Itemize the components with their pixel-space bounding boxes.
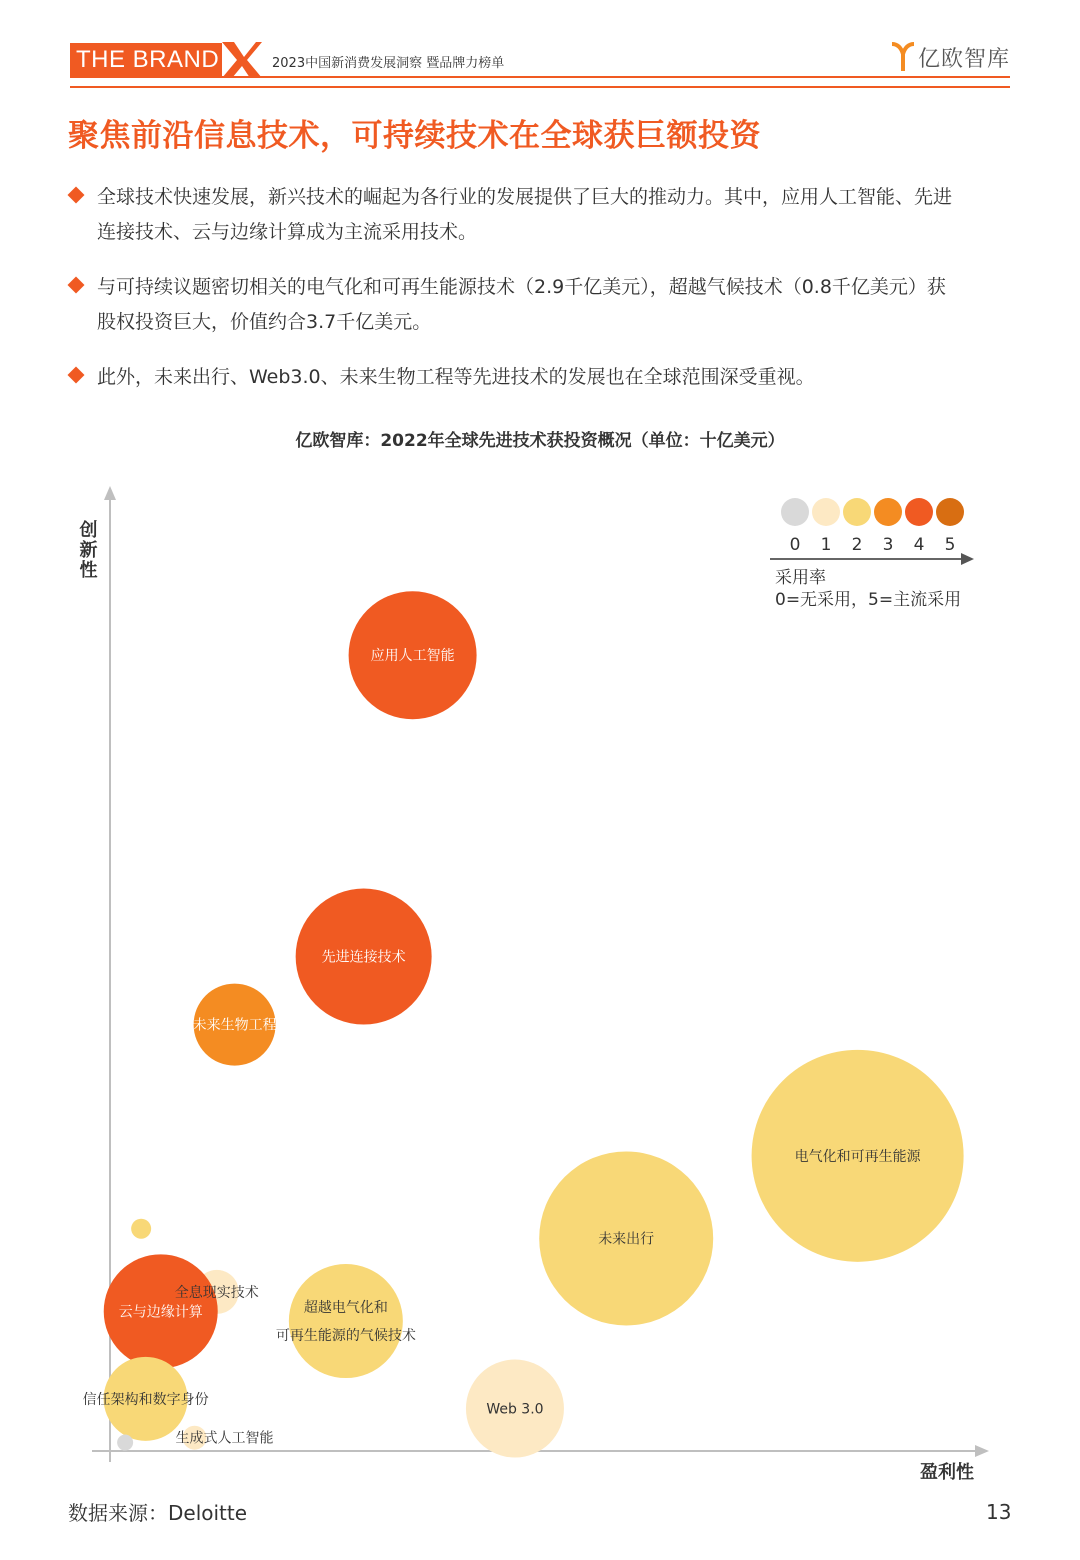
- legend-swatch-4: [905, 498, 933, 526]
- bullet-text-line1: 与可持续议题密切相关的电气化和可再生能源技术（2.9千亿美元），超越气候技术（0.8千亿美元）获: [97, 276, 946, 298]
- bubble-超越电气化和可再生能源的气候技术: [289, 1264, 403, 1378]
- bubble-label: 未来出行: [598, 1231, 655, 1248]
- bubble-label: 全息现实技术: [174, 1284, 259, 1301]
- brand-x-mark: [222, 40, 262, 80]
- bullet-text-line1: 全球技术快速发展，新兴技术的崛起为各行业的发展提供了巨大的推动力。其中，应用人工智能、先进: [97, 186, 953, 208]
- bullet-text-line2: 股权投资巨大，价值约合3.7千亿美元。: [97, 311, 432, 333]
- bubble-unlabeled: [117, 1435, 133, 1451]
- chart-title: 亿欧智库：2022年全球先进技术获投资概况（单位：十亿美元）: [295, 431, 785, 451]
- bullet-text-line1: 此外，未来出行、Web3.0、未来生物工程等先进技术的发展也在全球范围深受重视。: [97, 366, 815, 388]
- brand-logo-box: [70, 43, 222, 77]
- legend-swatch-0: [781, 498, 809, 526]
- header-rule: [70, 86, 1010, 88]
- x-axis-arrow-icon: [975, 1445, 989, 1457]
- legend-swatch-5: [936, 498, 964, 526]
- legend-level-label: 2: [851, 535, 863, 555]
- bubble-label: 未来生物工程: [192, 1017, 277, 1034]
- bubble-label: 生成式人工智能: [175, 1430, 274, 1447]
- legend-swatch-2: [843, 498, 871, 526]
- bubble-label: 先进连接技术: [321, 949, 406, 966]
- bubble-chart: [0, 470, 1080, 1490]
- bullet-item: [70, 180, 1010, 250]
- legend-caption-desc: 0=无采用，5=主流采用: [775, 590, 962, 610]
- bullet-item: [70, 360, 1010, 395]
- legend-level-label: 0: [789, 535, 801, 555]
- bubble-unlabeled: [131, 1219, 151, 1239]
- legend-caption-title: 采用率: [775, 568, 826, 588]
- bubble-label: 可再生能源的气候技术: [275, 1328, 416, 1345]
- bullet-text-line2: 连接技术、云与边缘计算成为主流采用技术。: [97, 221, 478, 243]
- diamond-bullet-icon: [68, 187, 85, 204]
- bubble-label: 超越电气化和: [303, 1300, 388, 1317]
- x-axis-label: 盈利性: [920, 1462, 974, 1483]
- bubble-label: Web 3.0: [486, 1401, 544, 1418]
- diamond-bullet-icon: [68, 277, 85, 294]
- bullet-item: [70, 270, 1010, 340]
- legend-level-label: 1: [820, 535, 832, 555]
- yiou-logo-text: 亿欧智库: [918, 47, 1011, 72]
- bubble-label: 信任架构和数字身份: [82, 1391, 209, 1408]
- legend-level-label: 4: [913, 535, 925, 555]
- legend-level-label: 3: [882, 535, 894, 555]
- report-title: 2023中国新消费发展洞察 暨品牌力榜单: [272, 56, 505, 71]
- yiou-logo-icon: [890, 40, 916, 72]
- legend-arrow-icon: [961, 553, 974, 565]
- legend-level-label: 5: [944, 535, 956, 555]
- adoption-legend: [770, 498, 974, 610]
- diamond-bullet-icon: [68, 367, 85, 384]
- data-source: 数据来源：Deloitte: [68, 1501, 248, 1525]
- bubble-label: 应用人工智能: [370, 648, 455, 665]
- page-number: 13: [986, 1500, 1012, 1524]
- legend-swatch-1: [812, 498, 840, 526]
- y-axis-arrow-icon: [104, 486, 116, 500]
- bubble-label: 电气化和可再生能源: [794, 1148, 921, 1165]
- bubble-label: 云与边缘计算: [118, 1304, 203, 1321]
- header-divider: [70, 76, 1010, 78]
- y-axis-label: 创新性: [76, 520, 98, 580]
- brand-name: THE BRAND: [76, 46, 220, 73]
- page-headline: 聚焦前沿信息技术，可持续技术在全球获巨额投资: [68, 118, 761, 154]
- legend-swatch-3: [874, 498, 902, 526]
